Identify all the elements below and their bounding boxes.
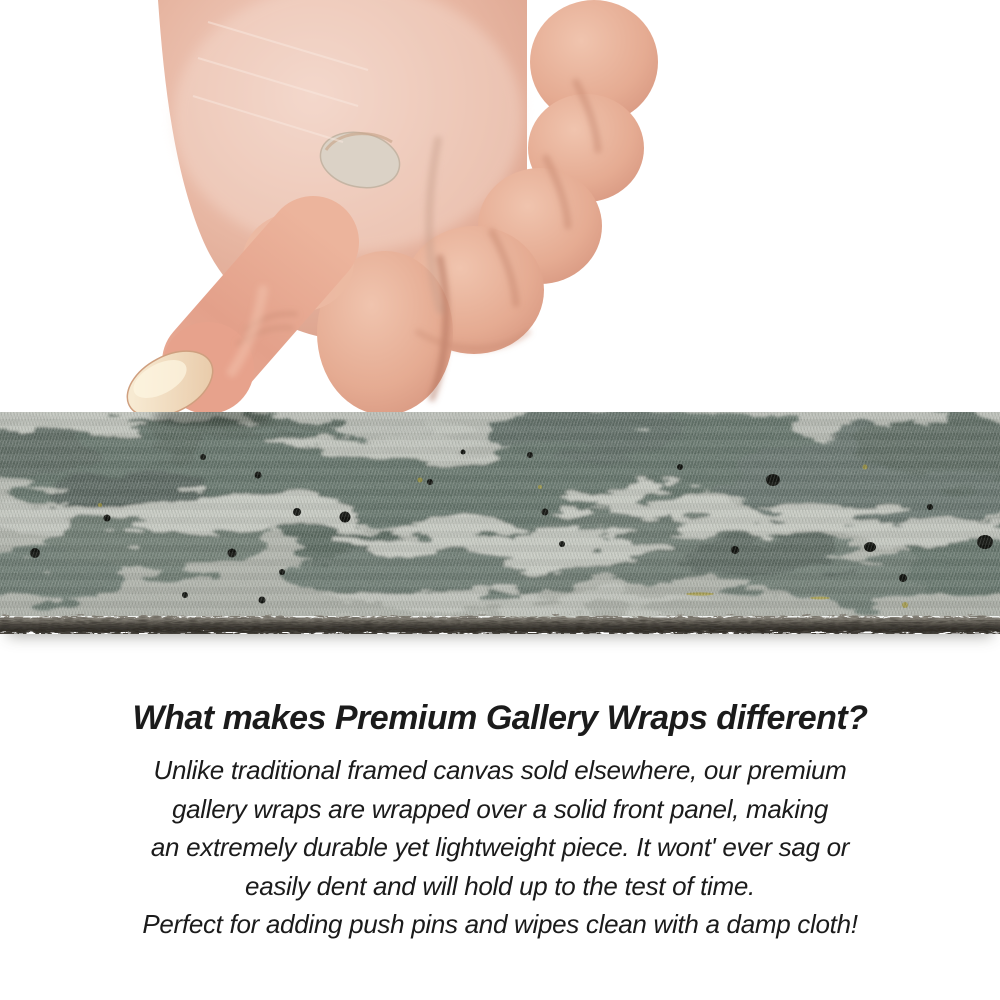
canvas-strip-photo [0,412,1000,634]
body-line-4: easily dent and will hold up to the test of time. [245,870,755,901]
body-line-1: Unlike traditional framed canvas sold elsewhere, our premium [153,755,847,786]
body-line-2: gallery wraps are wrapped over a solid front panel, making [171,793,829,824]
description-block [0,700,1000,944]
headline: What makes Premium Gallery Wraps different? [132,699,868,737]
body-line-5: Perfect for adding push pins and wipes clean with a damp cloth! [142,909,858,940]
body-line-3: an extremely durable yet lightweight piece. It wont' ever sag or [150,832,850,863]
hand-photo [108,0,673,433]
panel-edge [0,615,1000,632]
body-text [0,751,1000,944]
